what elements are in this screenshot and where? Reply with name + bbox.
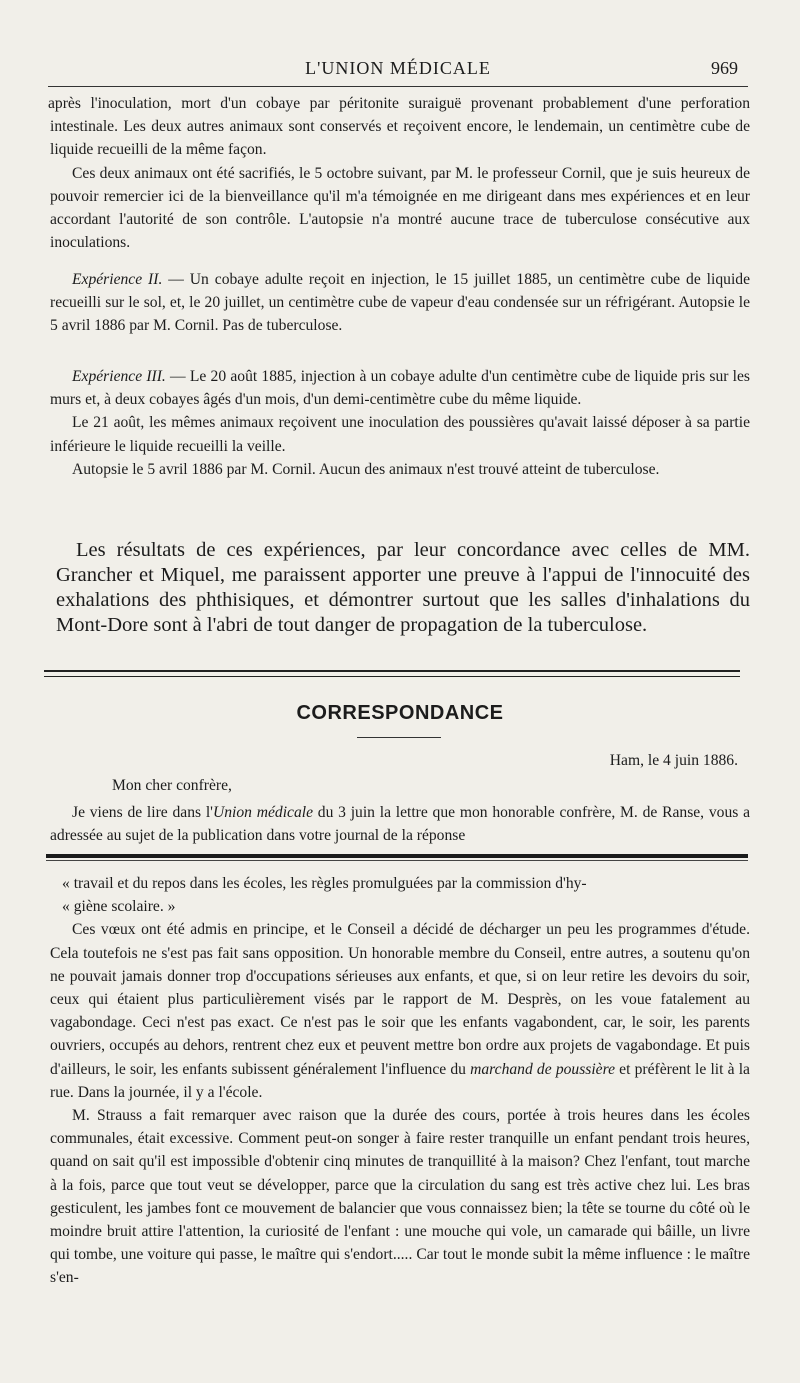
continued-article <box>50 872 750 1290</box>
text-run: et préfèrent le lit à la rue. Dans la journée, il y a l'école. <box>50 1060 750 1101</box>
heavy-divider <box>46 854 748 858</box>
paragraph: M. Strauss a fait remarquer avec raison que la durée des cours, portée à trois heures dans les écoles communales, était excessive. Comment peut-on songer à faire rester tranquille un enfant pendant trois heures, quand on sait qu'il est impossible d'obtenir cinq minutes de tranquillité à la maison? Chez l'enfant, tout marche à la fois, parce que tout veut se développer, parce que la circulation du sang est très active chez lui. Les bras gesticulent, les jambes font ce mouvement de balancier que vous connaissez bien; la tête se tourne du côté où le moindre bruit attire l'attention, la curiosité de l'enfant : une mouche qui vole, un camarade qui bâille, un livre qui tombe, une voiture qui passe, le maître qui s'endort..... Car tout le monde subit la même influence : le maître s'en- <box>50 1107 750 1287</box>
section-divider <box>44 670 740 677</box>
paragraph <box>50 268 750 338</box>
text-run: Je viens de lire dans l' <box>72 804 213 821</box>
experiment-text: — Un cobaye adulte reçoit en injection, le 15 juillet 1885, un centimètre cube de liquide recueilli sur le sol, et, le 20 juillet, un centimètre cube de vapeur d'eau condensée sur un réfrigérant. Autopsie le 5 avril 1886 par M. Cornil. Pas de tuberculose. <box>50 271 750 335</box>
paragraph <box>50 918 750 1104</box>
quote-line: « travail et du repos dans les écoles, les règles promulguées par la commission d'hy- <box>62 875 587 892</box>
journal-title: L'UNION MÉDICALE <box>305 58 491 78</box>
paragraph <box>50 801 750 847</box>
experiment-three <box>50 365 750 481</box>
page-number: 969 <box>711 58 738 78</box>
section-title: CORRESPONDANCE <box>296 702 504 724</box>
experiment-label: Expérience II. <box>72 271 163 288</box>
title-underline <box>357 737 441 738</box>
letter-intro <box>50 801 750 847</box>
text-run: Ces vœux ont été admis en principe, et le Conseil a décidé de décharger un peu les programmes d'étude. Cela toutefois ne s'est pas fait sans opposition. Un honorable membre du Conseil, entre autres, a soutenu qu'on ne pouvait jamais donner trop d'occupations sérieuses aux enfants, et que, si on leur retire les devoirs du soir, ceux qui étaient plus particulièrement visés par le rapport de M. Desprès, on les voue fatalement au vagabondage. Ceci n'est pas exact. Ce n'est pas le soir que les enfants vagabondent, car, le soir, les parents ouvriers, occupés au dehors, rentrent chez eux et peuvent mettre bon ordre aux projets de vagabondage. Et puis d'ailleurs, le soir, les enfants subissent généralement l'influence du <box>50 921 750 1078</box>
paragraph: Les résultats de ces expériences, par leur concordance avec celles de MM. Grancher et Miquel, me paraissent apporter une preuve à l'appui de l'innocuité des exhalations des phthisiques, et démontrer surtout que les salles d'inhalations du Mont-Dore sont à l'abri de tout danger de propagation de la tuberculose. <box>56 539 750 636</box>
journal-name: Union médicale <box>212 804 314 821</box>
text-run: du 3 juin la lettre que mon honorable confrère, M. de Ranse, vous a adressée au sujet de la publication dans votre journal de la réponse <box>50 804 750 845</box>
salutation: Mon cher confrère, <box>112 777 232 794</box>
experiment-two <box>50 268 750 338</box>
running-header <box>48 58 748 86</box>
dateline: Ham, le 4 juin 1886. <box>609 752 738 769</box>
paragraph: Le 21 août, les mêmes animaux reçoivent une inoculation des poussières qu'avait laissé déposer à sa partie inférieure le liquide recueilli la veille. <box>50 414 750 455</box>
heavy-divider-thin <box>46 860 748 861</box>
paragraph <box>50 365 750 411</box>
experiment-text: — Le 20 août 1885, injection à un cobaye adulte d'un centimètre cube de liquide pris sur les murs et, à deux cobayes âgés d'un mois, d'un demi-centimètre cube du même liquide. <box>50 368 750 409</box>
conclusion-paragraph <box>56 538 750 638</box>
italic-phrase: marchand de poussière <box>470 1060 616 1078</box>
quote-line: « giène scolaire. » <box>62 898 176 916</box>
paragraph: après l'inoculation, mort d'un cobaye par péritonite suraiguë provenant probablement d'une perforation intestinale. Les deux autres animaux sont conservés et reçoivent encore, le lendemain, un centimètre cube de liquide recueilli de la même façon. <box>48 95 750 159</box>
experiment-label: Expérience III. <box>72 368 166 385</box>
header-rule <box>48 86 748 87</box>
text-block-autopsy <box>50 92 750 254</box>
paragraph: Autopsie le 5 avril 1886 par M. Cornil. Aucun des animaux n'est trouvé atteint de tuberculose. <box>72 460 660 478</box>
paragraph: Ces deux animaux ont été sacrifiés, le 5 octobre suivant, par M. le professeur Cornil, que je suis heureux de pouvoir remercier ici de la bienveillance qu'il m'a témoignée en me dirigeant dans mes expériences et en leur accordant l'autorité de son contrôle. L'autopsie n'a montré aucune trace de tuberculose consécutive aux inoculations. <box>50 164 750 252</box>
